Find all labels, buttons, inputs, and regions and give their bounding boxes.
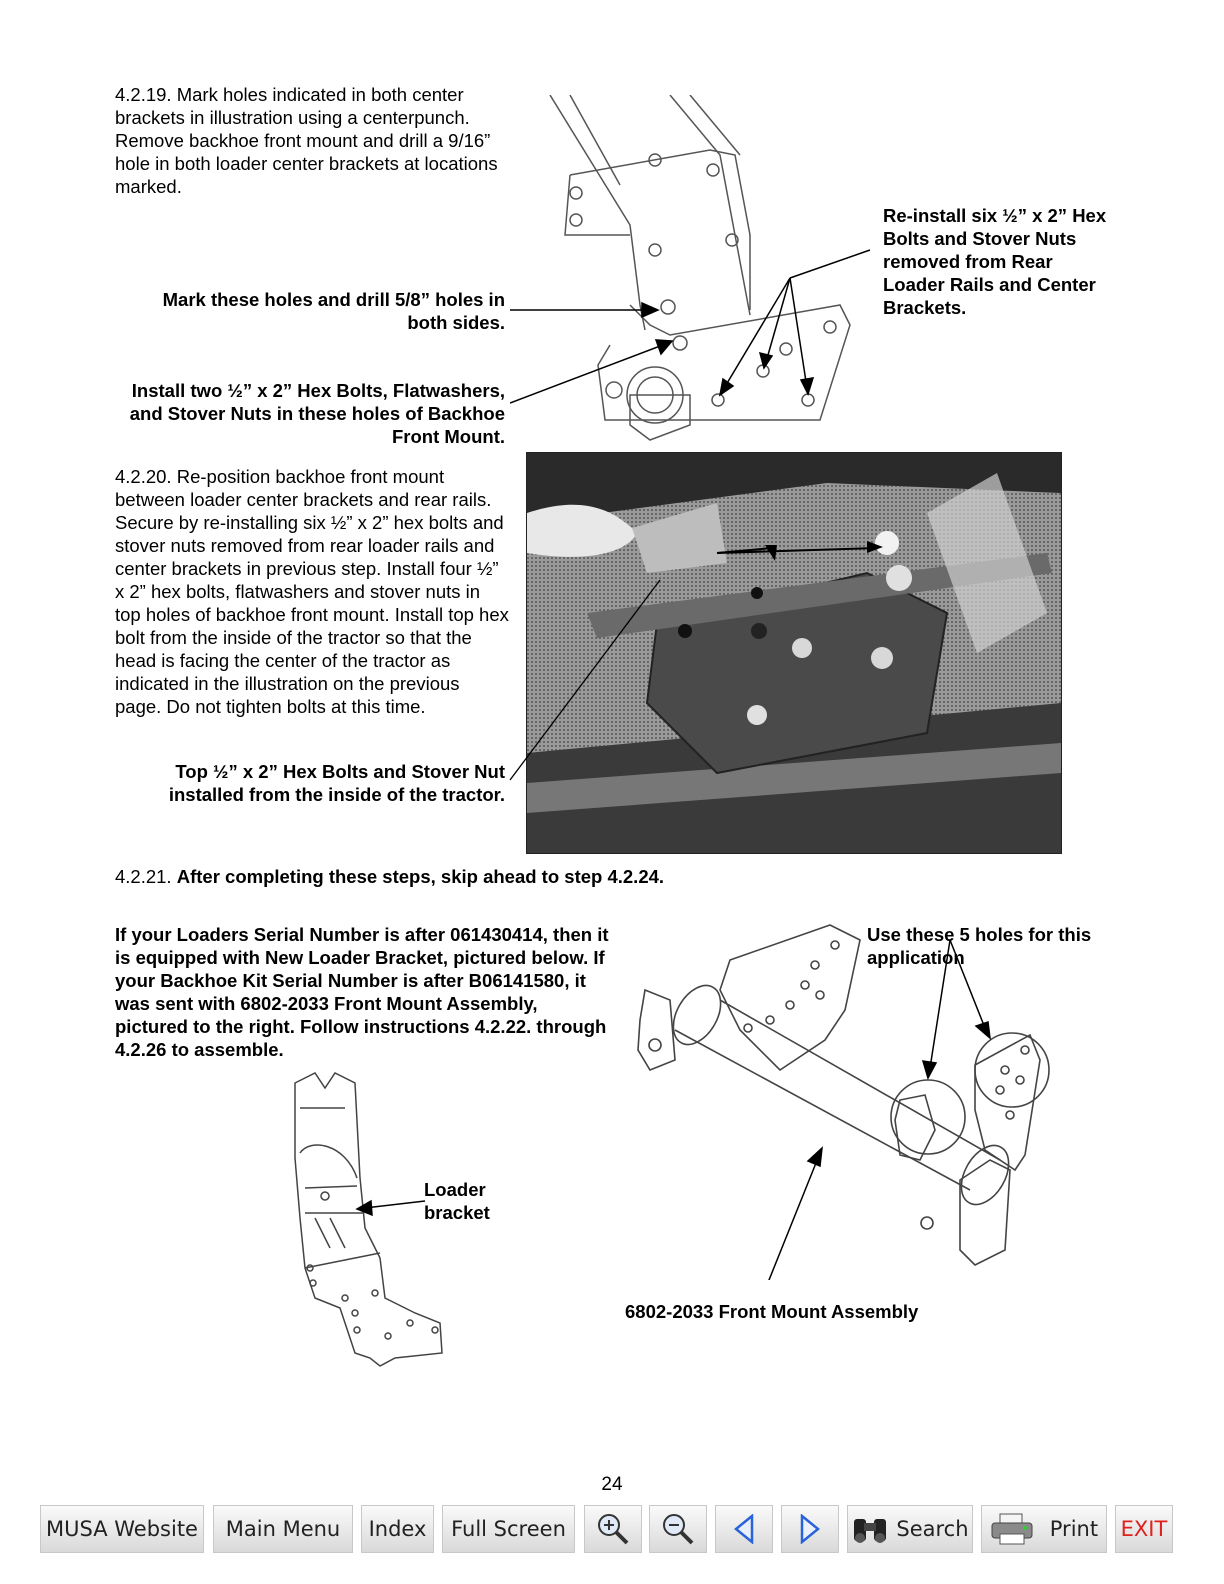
binoculars-icon xyxy=(851,1513,889,1545)
center-bracket-drawing xyxy=(510,95,890,445)
callout-top-bolts: Top ½” x 2” Hex Bolts and Stover Nut installed from the inside of the tractor. xyxy=(168,761,505,805)
previous-page-button[interactable] xyxy=(715,1505,773,1553)
callout-mark-holes: Mark these holes and drill 5/8” holes in both sides. xyxy=(162,289,505,333)
zoom-in-button[interactable] xyxy=(584,1505,642,1553)
front-mount-assembly-drawing xyxy=(630,920,1060,1280)
callout-loader-bracket-line1: Loader xyxy=(424,1179,486,1200)
step-4-2-21 xyxy=(115,865,815,888)
callout-loader-bracket-line2: bracket xyxy=(424,1202,490,1223)
full-screen-button[interactable]: Full Screen xyxy=(442,1505,575,1553)
index-button[interactable]: Index xyxy=(361,1505,434,1553)
callout-use-holes: Use these 5 holes for this application xyxy=(867,924,1092,968)
search-button[interactable] xyxy=(847,1505,973,1553)
musa-website-button[interactable]: MUSA Website xyxy=(40,1505,204,1553)
step-4-2-21-number: 4.2.21. xyxy=(115,866,172,887)
next-page-button[interactable] xyxy=(781,1505,839,1553)
zoom-out-button[interactable] xyxy=(649,1505,707,1553)
step-4-2-19: 4.2.19. Mark holes indicated in both center brackets in illustration using a centerpunch. Remove backhoe front mount and drill a 9/16” hole in both loader center brackets at locations marked. xyxy=(115,84,498,197)
print-button[interactable] xyxy=(981,1505,1107,1553)
zoom-out-icon xyxy=(661,1512,695,1546)
main-menu-button[interactable]: Main Menu xyxy=(213,1505,353,1553)
arrow-left-icon xyxy=(732,1514,756,1544)
step-4-2-21-text: After completing these steps, skip ahead to step 4.2.24. xyxy=(176,866,665,887)
callout-reinstall-six-bolts: Re-install six ½” x 2” Hex Bolts and Stover Nuts removed from Rear Loader Rails and Center Brackets. xyxy=(883,205,1107,318)
callout-front-mount-assembly: 6802-2033 Front Mount Assembly xyxy=(625,1301,919,1322)
page-number: 24 xyxy=(601,1474,623,1495)
print-label: Print xyxy=(1049,1517,1099,1541)
callout-install-two-bolts: Install two ½” x 2” Hex Bolts, Flatwashers, and Stover Nuts in these holes of Backhoe Front Mount. xyxy=(129,380,505,447)
zoom-in-icon xyxy=(596,1512,630,1546)
callout-pointer-line xyxy=(505,560,665,790)
arrow-right-icon xyxy=(798,1514,822,1544)
callout-loader-bracket xyxy=(424,1178,544,1224)
printer-icon xyxy=(990,1512,1034,1546)
exit-button[interactable]: EXIT xyxy=(1115,1505,1173,1553)
search-label: Search xyxy=(896,1517,969,1541)
serial-number-note: If your Loaders Serial Number is after 061430414, then it is equipped with New Loader Bracket, pictured below. If your Backhoe Kit Serial Number is after B06141580, it was sent with 6802-2033 Front Mount Assembly, pictured to the right. Follow instructions 4.2.22. through 4.2.26 to assemble. xyxy=(115,924,609,1060)
step-4-2-20: 4.2.20. Re-position backhoe front mount between loader center brackets and rear rails. Secure by re-installing six ½” x 2” hex bolts and stover nuts removed from rear loader rails and center brackets in previous step. Install four ½” x 2” hex bolts, flatwashers and stover nuts in top holes of backhoe front mount. Install top hex bolt from the inside of the tractor so that the head is facing the center of the tractor as indicated in the illustration on the previous page. Do not tighten bolts at this time. xyxy=(115,466,509,717)
